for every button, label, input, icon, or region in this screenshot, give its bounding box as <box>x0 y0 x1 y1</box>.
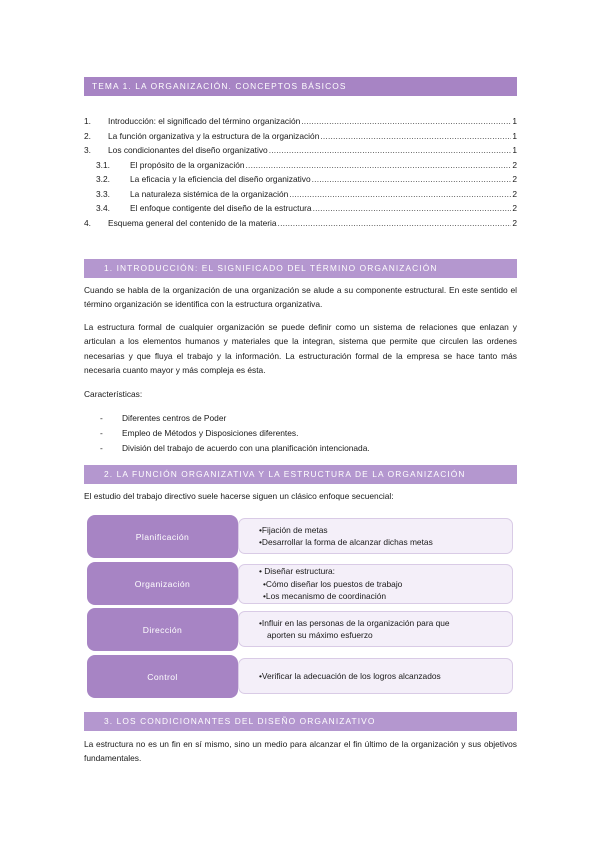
toc-number: 3.2. <box>96 174 110 184</box>
list-item-text: Empleo de Métodos y Disposiciones diferentes. <box>122 428 299 438</box>
section-3-paragraph-1: La estructura no es un fin en sí mismo, sino un medio para alcanzar el fin último de la organización y sus objetivos fundamentales. <box>84 739 517 764</box>
section-2-heading: 2. LA FUNCIÓN ORGANIZATIVA Y LA ESTRUCTURA DE LA ORGANIZACIÓN <box>84 465 517 484</box>
toc-page: 2 <box>512 188 517 199</box>
toc-page: 1 <box>512 130 517 141</box>
toc-page: 1 <box>512 116 517 126</box>
diagram-line: aporten su máximo esfuerzo <box>267 630 373 640</box>
toc-text: La eficacia y la eficiencia del diseño organizativo <box>130 174 311 184</box>
toc-entry[interactable] <box>84 188 517 201</box>
toc-entry[interactable] <box>84 202 517 215</box>
toc-leader <box>278 217 512 230</box>
diagram-line: • Diseñar estructura: <box>259 566 336 577</box>
toc-entry[interactable] <box>84 173 517 186</box>
toc-number: 3.4. <box>96 203 110 213</box>
list-item-text: Diferentes centros de Poder <box>122 413 227 423</box>
toc-text: El enfoque contigente del diseño de la estructura <box>130 203 312 213</box>
organizing-step: Organización <box>87 562 238 605</box>
directing-description-box <box>238 611 513 647</box>
toc-entry[interactable] <box>84 130 517 143</box>
planning-description-box <box>238 518 513 554</box>
diagram-line: •Los mecanismo de coordinación <box>263 591 387 602</box>
toc-number: 3.3. <box>96 188 110 199</box>
toc-page: 2 <box>512 203 517 213</box>
organizing-description-box <box>238 564 513 604</box>
toc-page: 2 <box>512 159 517 170</box>
toc-number: 3.1. <box>96 159 110 170</box>
toc-page: 2 <box>512 217 517 228</box>
toc-number: 1. <box>84 116 91 126</box>
section-3-heading: 3. LOS CONDICIONANTES DEL DISEÑO ORGANIZATIVO <box>84 712 517 731</box>
list-item: - División del trabajo de acuerdo con una planificación intencionada. <box>100 443 370 453</box>
toc-text: La función organizativa y la estructura de la organización <box>108 130 320 141</box>
toc-leader <box>269 144 512 157</box>
section-1-paragraph-1: Cuando se habla de la organización de una organización se alude a su componente estructural. En este sentido el término organización se identifica con la estructura organizativa. <box>84 285 517 310</box>
toc-entry[interactable] <box>84 159 517 172</box>
characteristics-label: Características: <box>84 389 143 399</box>
toc-leader <box>312 173 512 186</box>
diagram-line: •Desarrollar la forma de alcanzar dichas metas <box>259 537 433 547</box>
toc-leader <box>320 130 511 143</box>
section-1-heading: 1. INTRODUCCIÓN: EL SIGNIFICADO DEL TÉRMINO ORGANIZACIÓN <box>84 259 517 278</box>
list-item: - Empleo de Métodos y Disposiciones diferentes. <box>100 428 299 438</box>
toc-entry[interactable] <box>84 217 517 230</box>
toc-entry[interactable] <box>84 144 517 157</box>
list-item-text: División del trabajo de acuerdo con una planificación intencionada. <box>122 443 370 453</box>
planning-step: Planificación <box>87 515 238 558</box>
toc-number: 3. <box>84 145 91 155</box>
toc-number: 4. <box>84 217 91 228</box>
control-description-box <box>238 658 513 694</box>
toc-text: Introducción: el significado del término organización <box>108 116 301 126</box>
list-item: - Diferentes centros de Poder <box>100 413 227 423</box>
diagram-line: •Verificar la adecuación de los logros alcanzados <box>259 670 441 681</box>
diagram-line: •Cómo diseñar los puestos de trabajo <box>263 578 403 589</box>
toc-text: La naturaleza sistémica de la organización <box>130 188 289 199</box>
directing-step: Dirección <box>87 608 238 651</box>
section-1-paragraph-2: La estructura formal de cualquier organización se puede definir como un sistema de relaciones que enlazan y articulan a los elementos humanos y materiales que la integran, sistema que permite que circulen las ordenes necesarias y que fluya el trabajo y la información. La estructuración formal de la empresa se hace tanto más necesaria cuanto mayor y más compleja es ésta. <box>84 322 517 375</box>
section-2-intro: El estudio del trabajo directivo suele hacerse siguen un clásico enfoque secuencial: <box>84 491 394 501</box>
toc-page: 2 <box>512 174 517 184</box>
toc-leader <box>289 188 511 201</box>
toc-text: El propósito de la organización <box>130 159 245 170</box>
control-step: Control <box>87 655 238 698</box>
toc-entry[interactable] <box>84 115 517 128</box>
toc-text: Los condicionantes del diseño organizativo <box>108 145 268 155</box>
toc-leader <box>246 159 512 172</box>
diagram-line: •Fijación de metas <box>259 524 328 535</box>
chapter-title-band: TEMA 1. LA ORGANIZACIÓN. CONCEPTOS BÁSICOS <box>84 77 517 96</box>
toc-leader <box>301 115 511 128</box>
toc-number: 2. <box>84 130 91 141</box>
toc-leader <box>313 202 512 215</box>
toc-page: 1 <box>512 145 517 155</box>
toc-text: Esquema general del contenido de la materia <box>108 217 277 228</box>
diagram-line: •Influir en las personas de la organización para que <box>259 617 450 628</box>
